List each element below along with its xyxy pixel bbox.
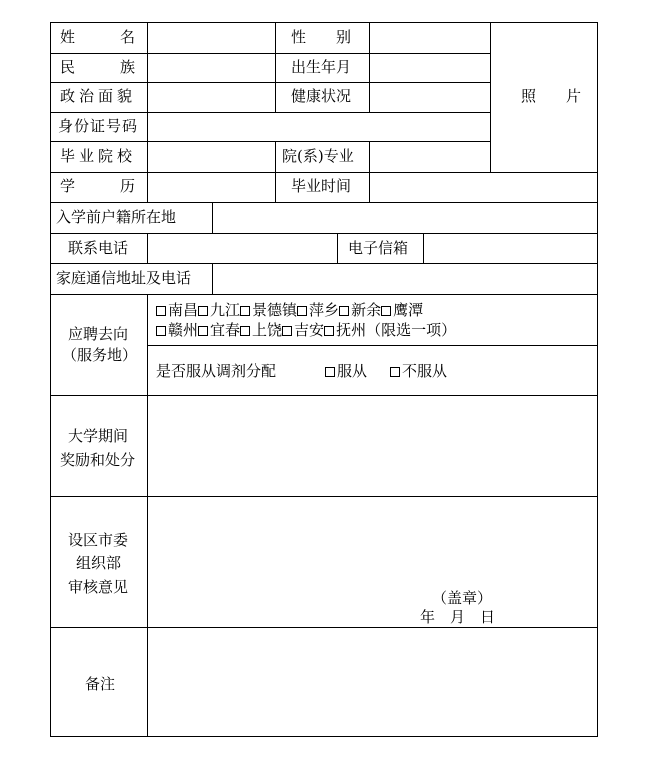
awards-label: 大学期间 xyxy=(68,427,129,445)
grid-line xyxy=(275,22,276,112)
apply-label: 应聘去向 xyxy=(68,325,129,343)
city-option[interactable]: 萍乡 xyxy=(297,301,339,319)
school-field[interactable] xyxy=(148,142,274,172)
birth-field[interactable] xyxy=(370,54,490,82)
photo-label: 照 片 xyxy=(521,87,582,105)
city-options-row-2 xyxy=(156,322,456,339)
city-options-row-1 xyxy=(156,302,423,319)
birth-label: 出生年月 xyxy=(291,58,352,76)
gender-label: 性 别 xyxy=(291,28,352,46)
checkbox[interactable] xyxy=(297,306,307,316)
degree-field[interactable] xyxy=(148,173,274,202)
health-label: 健康状况 xyxy=(291,87,352,105)
review-label-1: 设区市委 xyxy=(68,531,129,549)
checkbox[interactable] xyxy=(381,306,391,316)
adjust-yes-option[interactable]: 服从 xyxy=(325,363,367,380)
checkbox[interactable] xyxy=(325,367,335,377)
city-option[interactable]: 南昌 xyxy=(156,301,198,319)
email-field[interactable] xyxy=(424,234,597,263)
ethnicity-label: 民 族 xyxy=(60,58,136,76)
grid-line xyxy=(275,141,276,202)
grid-line xyxy=(50,294,598,295)
grid-line xyxy=(597,22,598,737)
checkbox[interactable] xyxy=(282,326,292,336)
city-option[interactable]: 景德镇 xyxy=(240,301,297,319)
grid-line xyxy=(147,345,598,346)
remarks-field[interactable] xyxy=(148,628,597,736)
grid-line xyxy=(50,496,598,497)
checkbox[interactable] xyxy=(156,306,166,316)
city-option[interactable]: 赣州 xyxy=(156,321,198,339)
city-option[interactable]: 九江 xyxy=(198,301,240,319)
city-option[interactable]: 宜春 xyxy=(198,321,240,339)
city-option[interactable]: 鹰潭 xyxy=(381,301,423,319)
grid-line xyxy=(337,233,338,263)
checkbox[interactable] xyxy=(339,306,349,316)
political-field[interactable] xyxy=(148,83,274,112)
remarks-label: 备注 xyxy=(85,675,116,693)
awards-sublabel: 奖励和处分 xyxy=(60,451,136,469)
id-label: 身份证号码 xyxy=(58,117,139,135)
health-field[interactable] xyxy=(370,83,490,112)
review-label-3: 审核意见 xyxy=(68,578,129,596)
awards-field[interactable] xyxy=(148,396,597,496)
political-label: 政治面貌 xyxy=(60,87,137,105)
adjust-no-option[interactable]: 不服从 xyxy=(390,363,447,380)
phone-field[interactable] xyxy=(148,234,337,263)
adjust-question: 是否服从调剂分配 xyxy=(156,362,277,380)
address-field[interactable] xyxy=(213,264,597,294)
grid-line xyxy=(50,22,51,737)
checkbox[interactable] xyxy=(240,326,250,336)
limit-note: （限选一项） xyxy=(366,321,457,339)
id-field[interactable] xyxy=(148,113,490,141)
hukou-label: 入学前户籍所在地 xyxy=(56,208,177,226)
degree-label: 学 历 xyxy=(60,177,136,195)
checkbox[interactable] xyxy=(198,326,208,336)
checkbox[interactable] xyxy=(390,367,400,377)
address-label: 家庭通信地址及电话 xyxy=(56,269,192,287)
city-option[interactable]: 吉安 xyxy=(282,321,324,339)
phone-label: 联系电话 xyxy=(68,239,129,257)
grad-time-label: 毕业时间 xyxy=(291,177,352,195)
hukou-field[interactable] xyxy=(213,203,597,233)
ethnicity-field[interactable] xyxy=(148,54,274,82)
email-label: 电子信箱 xyxy=(348,239,409,257)
review-label-2: 组织部 xyxy=(76,554,122,572)
school-label: 毕业院校 xyxy=(60,147,137,165)
checkbox[interactable] xyxy=(324,326,334,336)
name-field[interactable] xyxy=(148,23,274,53)
city-option[interactable]: 上饶 xyxy=(240,321,282,339)
city-option[interactable]: 新余 xyxy=(339,301,381,319)
checkbox[interactable] xyxy=(156,326,166,336)
major-field[interactable] xyxy=(370,142,490,172)
gender-field[interactable] xyxy=(370,23,490,53)
photo-field[interactable] xyxy=(491,23,597,172)
grad-time-field[interactable] xyxy=(370,173,597,202)
apply-sublabel: （服务地） xyxy=(62,346,138,364)
major-label: 院(系)专业 xyxy=(282,147,354,165)
name-label: 姓 名 xyxy=(60,28,136,46)
grid-line xyxy=(50,736,598,737)
checkbox[interactable] xyxy=(240,306,250,316)
checkbox[interactable] xyxy=(198,306,208,316)
city-option[interactable]: 抚州 xyxy=(324,321,366,339)
date-label: 年 月 日 xyxy=(420,608,496,626)
seal-label: （盖章） xyxy=(432,589,493,607)
